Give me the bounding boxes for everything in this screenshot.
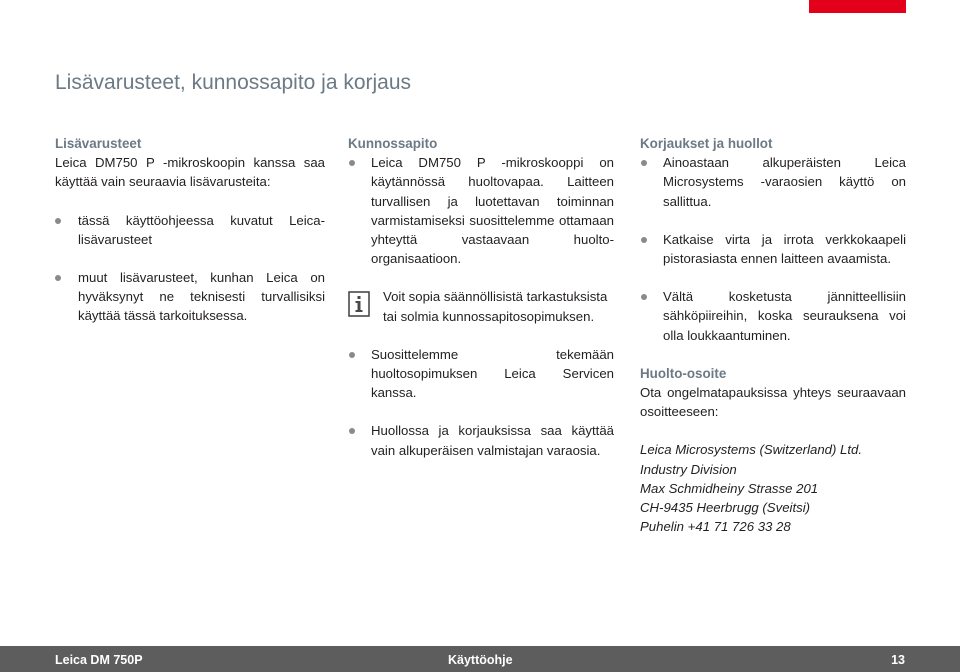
repairs-bullet: Vältä kosketusta jännitteellisiin sähköpiireihin, koska seurauksena voi olla loukkaantuminen.	[640, 287, 906, 345]
heading-maintenance: Kunnossapito	[348, 136, 438, 151]
bullet-dot-icon	[641, 294, 647, 300]
bullet-dot-icon	[349, 160, 355, 166]
accessories-intro: Leica DM750 P -mikroskoopin kanssa saa käyttää vain seuraavia lisävarusteita:	[55, 155, 325, 190]
maintenance-bullet: Suosittelemme tekemään huoltosopimuksen Leica Servicen kanssa.	[348, 345, 614, 403]
column-maintenance	[348, 134, 614, 460]
bullet-dot-icon	[349, 352, 355, 358]
repairs-bullet: Katkaise virta ja irrota verkkokaapeli pistorasiasta ennen laitteen avaamista.	[640, 230, 906, 268]
repairs-bullet: Ainoastaan alkuperäisten Leica Microsystems -varaosien käyttö on sallittua.	[640, 153, 906, 211]
footer-product: Leica DM 750P	[55, 653, 143, 667]
maintenance-bullet: Huollossa ja korjauksissa saa käyttää vain alkuperäisen valmistajan varaosia.	[348, 421, 614, 459]
address-intro: Ota ongelmatapauksissa yhteys seuraavaan osoitteeseen:	[640, 385, 906, 420]
footer-manual: Käyttöohje	[448, 653, 513, 667]
bullet-dot-icon	[349, 428, 355, 434]
address-line: Leica Microsystems (Switzerland) Ltd.	[640, 442, 863, 458]
address-line: Max Schmidheiny Strasse 201	[640, 480, 819, 496]
heading-accessories: Lisävarusteet	[55, 136, 142, 151]
info-icon	[348, 291, 370, 317]
bullet-dot-icon	[55, 275, 61, 281]
red-tab-marker	[809, 0, 906, 13]
bullet-dot-icon	[641, 237, 647, 243]
footer-page-number: 13	[891, 653, 905, 667]
info-note: Voit sopia säännöllisistä tarkastuksista tai solmia kunnossapitosopimuksen.	[348, 287, 614, 325]
page-footer	[0, 646, 960, 672]
address-line: Industry Division	[640, 461, 737, 477]
bullet-dot-icon	[55, 218, 61, 224]
heading-repairs: Korjaukset ja huollot	[640, 136, 773, 151]
bullet-dot-icon	[641, 160, 647, 166]
column-accessories	[55, 134, 325, 326]
accessories-bullet: muut lisävarusteet, kunhan Leica on hyväksynyt ne teknisesti turvallisiksi käyttää tässä tarkoituksessa.	[55, 268, 325, 326]
accessories-bullet: tässä käyttöohjeessa kuvatut Leica-lisävarusteet	[55, 211, 325, 249]
address-line: Puhelin +41 71 726 33 28	[640, 519, 791, 535]
heading-service-address: Huolto-osoite	[640, 365, 727, 381]
page-title: Lisävarusteet, kunnossapito ja korjaus	[55, 71, 412, 95]
address-line: CH-9435 Heerbrugg (Sveitsi)	[640, 500, 811, 516]
column-repairs	[640, 134, 906, 536]
maintenance-bullet: Leica DM750 P -mikroskooppi on käytännössä huoltovapaa. Laitteen turvallisen ja luotettavan toiminnan varmistamiseksi suosittelemme ottamaan yhteyttä vastaavaan huolto-organisaatioon.	[348, 153, 614, 268]
